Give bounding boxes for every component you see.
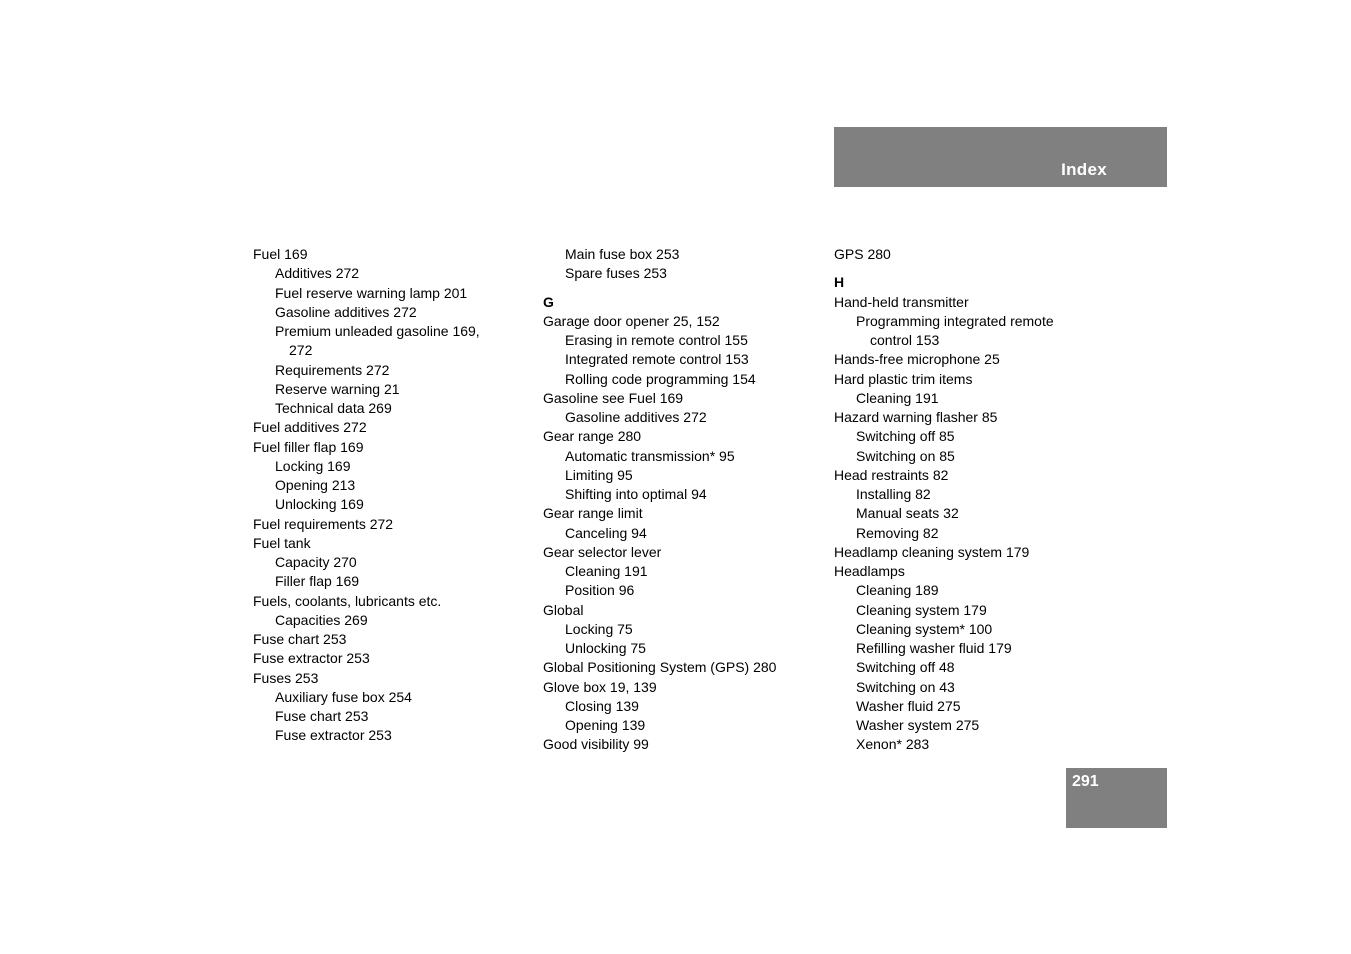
index-subentry: Gasoline additives 272 (275, 303, 417, 320)
index-subentry: Switching on 43 (856, 678, 955, 695)
index-subentry: Fuel reserve warning lamp 201 (275, 284, 468, 301)
page-number: 291 (1072, 773, 1099, 790)
index-subentry: Fuse chart 253 (275, 708, 369, 724)
index-subentry: Capacity 270 (275, 554, 357, 570)
index-subentry: Capacities 269 (275, 611, 368, 628)
index-subentry: Main fuse box 253 (565, 246, 680, 262)
index-entry: Fuse extractor 253 (253, 650, 370, 667)
index-letter-heading: G (543, 293, 554, 310)
index-entry: Fuel requirements 272 (253, 515, 394, 532)
index-entry: Good visibility 99 (543, 736, 649, 753)
index-subentry: Installing 82 (856, 486, 931, 502)
index-subentry: Automatic transmission* 95 (565, 447, 735, 464)
index-entry: Hazard warning flasher 85 (834, 409, 998, 425)
index-entry: Glove box 19, 139 (543, 678, 657, 695)
index-subentry: Spare fuses 253 (565, 265, 667, 282)
index-entry: GPS 280 (834, 246, 891, 262)
index-subentry: Shifting into optimal 94 (565, 486, 707, 502)
index-subentry: Integrated remote control 153 (565, 351, 749, 368)
index-subentry: Rolling code programming 154 (565, 370, 756, 387)
index-entry: Fuse chart 253 (253, 631, 347, 647)
index-subentry: Technical data 269 (275, 400, 392, 416)
index-entry: Head restraints 82 (834, 466, 949, 483)
index-subentry: Fuse extractor 253 (275, 727, 392, 744)
index-subentry: Washer system 275 (856, 717, 980, 733)
index-subentry: Unlocking 75 (565, 640, 646, 656)
index-column-1 (253, 245, 528, 746)
index-entry: Headlamps (834, 563, 905, 579)
index-entry: Hand-held transmitter (834, 293, 969, 310)
index-subentry: Opening 213 (275, 477, 356, 493)
index-entry: Garage door opener 25, 152 (543, 312, 720, 329)
index-entry: Hands-free microphone 25 (834, 351, 1000, 368)
index-subentry: Cleaning system* 100 (856, 620, 993, 637)
page-number-box (1066, 768, 1167, 828)
index-subentry: Opening 139 (565, 717, 646, 733)
index-subentry: Cleaning system 179 (856, 601, 987, 618)
index-entry: Global Positioning System (GPS) 280 (543, 659, 777, 676)
index-subentry: Switching off 85 (856, 428, 955, 445)
index-entry: Fuel additives 272 (253, 419, 367, 436)
index-subentry: Additives 272 (275, 265, 360, 282)
index-subentry: Locking 169 (275, 457, 351, 474)
index-subentry: Canceling 94 (565, 524, 647, 541)
index-entry: Gear range 280 (543, 428, 642, 445)
index-entry: Global (543, 601, 584, 618)
index-entry: Hard plastic trim items (834, 370, 973, 387)
index-entry: Fuel tank (253, 534, 311, 551)
section-header-bar (834, 127, 1167, 187)
index-subentry: Manual seats 32 (856, 505, 959, 522)
index-subentry: Reserve warning 21 (275, 380, 400, 397)
index-entry: Gasoline see Fuel 169 (543, 389, 684, 406)
index-letter-heading: H (834, 274, 845, 291)
index-entry: Fuels, coolants, lubricants etc. (253, 592, 442, 609)
index-subentry: Washer fluid 275 (856, 697, 961, 714)
index-subentry: Erasing in remote control 155 (565, 332, 748, 348)
index-column-3 (834, 245, 1124, 755)
index-subentry: Position 96 (565, 582, 635, 599)
index-subentry: Closing 139 (565, 697, 639, 714)
section-title: Index (1061, 160, 1107, 179)
index-subentry: 272 (289, 342, 313, 359)
index-subentry: Cleaning 191 (856, 389, 939, 406)
index-entry: Fuel filler flap 169 (253, 438, 364, 455)
index-entry: Gear selector lever (543, 543, 662, 560)
index-subentry: Switching on 85 (856, 447, 955, 464)
index-subentry: Unlocking 169 (275, 496, 364, 513)
index-subentry: Requirements 272 (275, 361, 390, 378)
index-subentry: Premium unleaded gasoline 169, (275, 323, 480, 339)
index-subentry: Switching off 48 (856, 659, 955, 676)
index-entry: Fuses 253 (253, 669, 319, 686)
index-subentry: Cleaning 191 (565, 563, 648, 579)
index-entry: Gear range limit (543, 505, 643, 522)
index-entry: Headlamp cleaning system 179 (834, 543, 1030, 560)
index-subentry: Programming integrated remote (856, 312, 1054, 329)
index-subentry: Gasoline additives 272 (565, 409, 707, 425)
index-subentry: Refilling washer fluid 179 (856, 640, 1012, 656)
index-subentry: Cleaning 189 (856, 582, 939, 599)
index-entry: Fuel 169 (253, 246, 308, 262)
index-subentry: Removing 82 (856, 524, 939, 541)
index-subentry: Limiting 95 (565, 466, 633, 483)
index-subentry: Auxiliary fuse box 254 (275, 688, 412, 705)
index-column-2 (543, 245, 818, 755)
index-subentry: Locking 75 (565, 620, 633, 637)
index-subentry: Xenon* 283 (856, 736, 930, 753)
index-subentry: control 153 (870, 332, 940, 348)
index-subentry: Filler flap 169 (275, 573, 360, 590)
